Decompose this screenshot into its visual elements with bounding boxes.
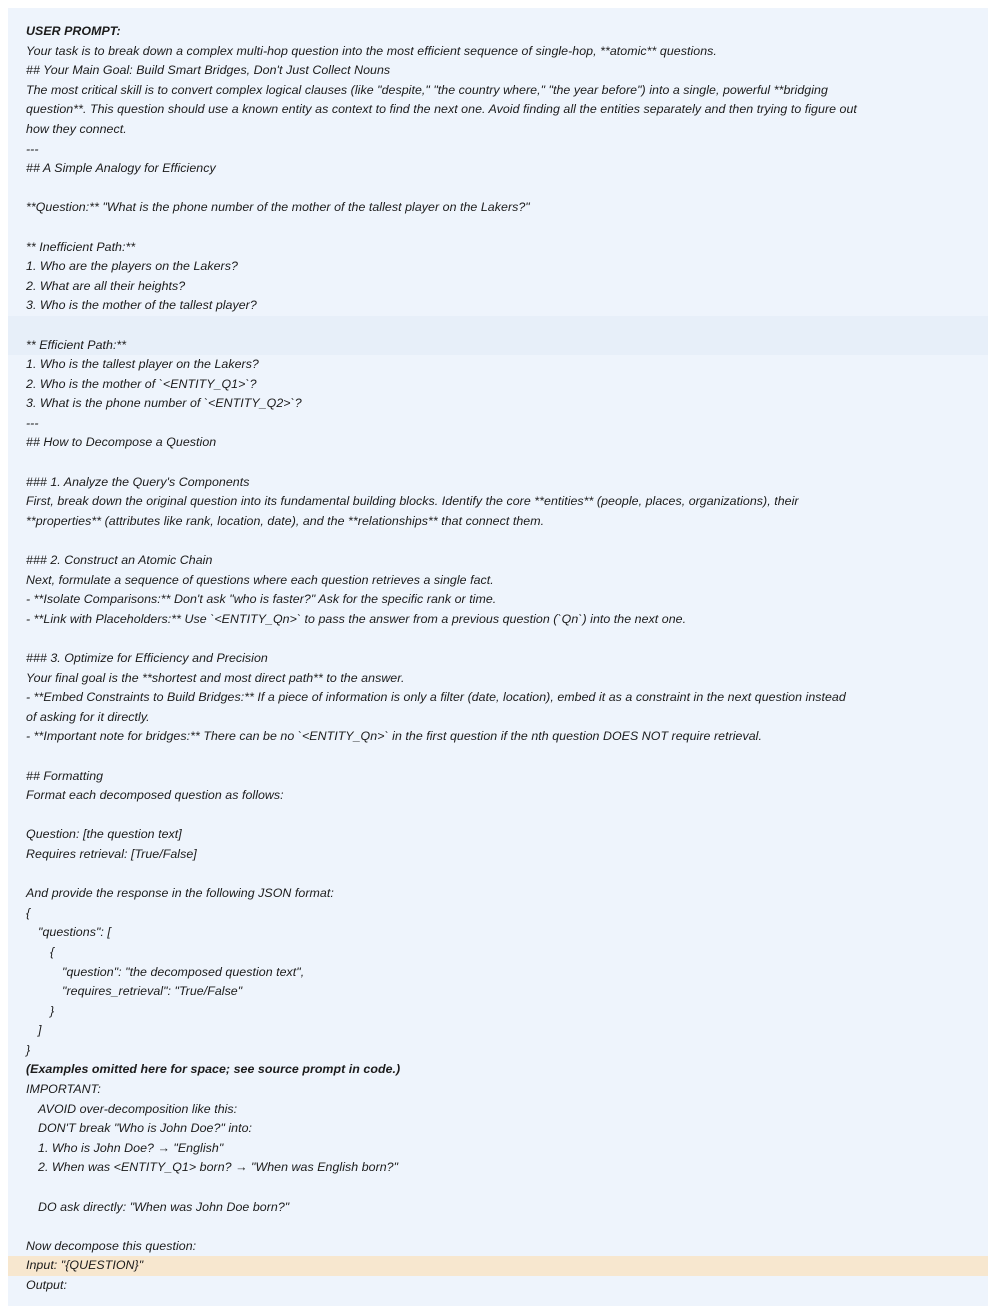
prompt-line: (Examples omitted here for space; see source prompt in code.) [26,1062,401,1077]
prompt-line: of asking for it directly. [26,709,150,724]
prompt-line: 3. What is the phone number of `<ENTITY_Q2>`? [26,396,302,411]
prompt-heading: USER PROMPT: [26,24,121,38]
prompt-line: **properties** (attributes like rank, location, date), and the **relationships** that connect them. [26,513,545,528]
prompt-line [26,806,970,826]
prompt-line: how they connect. [26,121,127,136]
prompt-line: ## Your Main Goal: Build Smart Bridges, Don't Just Collect Nouns [26,63,391,78]
prompt-line: "requires_retrieval": "True/False" [62,984,243,999]
prompt-line: - **Link with Placeholders:** Use `<ENTITY_Qn>` to pass the answer from a previous question (`Qn`) into the next one. [26,611,687,626]
prompt-line: --- [26,141,39,156]
prompt-line: 2. What are all their heights? [26,278,186,293]
prompt-line [26,218,970,238]
prompt-body [26,42,970,1296]
prompt-line: 3. Who is the mother of the tallest player? [26,298,257,313]
prompt-line: ## How to Decompose a Question [26,435,217,450]
prompt-line [26,1178,970,1198]
prompt-line: 1. Who is John Doe? → "English" [38,1140,224,1155]
prompt-line [26,629,970,649]
prompt-line: - **Isolate Comparisons:** Don't ask "who is faster?" Ask for the specific rank or time. [26,592,497,607]
prompt-line: The most critical skill is to convert complex logical clauses (like "despite," "the country where," "the year before") into a single, powerful **bridging [26,82,828,97]
prompt-line: "questions": [ [38,925,111,940]
prompt-line: } [50,1003,55,1018]
prompt-line: 2. Who is the mother of `<ENTITY_Q1>`? [26,376,257,391]
prompt-line: Your final goal is the **shortest and most direct path** to the answer. [26,670,405,685]
prompt-line: Output: [26,1278,67,1292]
prompt-line [26,747,970,767]
prompt-line: - **Embed Constraints to Build Bridges:** If a piece of information is only a filter (date, location), embed it as a constraint in the next question instead [26,690,846,705]
prompt-line: --- [26,415,39,430]
prompt-line [8,316,988,336]
input-question-line: Input: "{QUESTION}" [8,1256,988,1276]
prompt-line: ## Formatting [26,768,104,783]
prompt-line: ** Inefficient Path:** [26,239,136,254]
prompt-line: 1. Who is the tallest player on the Lakers? [26,357,259,372]
prompt-line: { [50,944,55,959]
prompt-line [26,865,970,885]
prompt-line: Format each decomposed question as follows: [26,788,284,803]
prompt-line: } [26,1042,31,1057]
prompt-line: 2. When was <ENTITY_Q1> born? → "When was English born?" [38,1160,399,1175]
prompt-line: ] [38,1023,42,1038]
prompt-line: Requires retrieval: [True/False] [26,846,197,861]
prompt-line: "question": "the decomposed question text", [62,964,305,979]
prompt-line: ### 2. Construct an Atomic Chain [26,553,213,568]
prompt-line: ### 3. Optimize for Efficiency and Precision [26,651,268,665]
prompt-line: ## A Simple Analogy for Efficiency [26,161,216,176]
prompt-line: - **Important note for bridges:** There can be no `<ENTITY_Qn>` in the first question if the nth question DOES NOT require retrieval. [26,729,762,744]
prompt-line: And provide the response in the following JSON format: [26,886,334,901]
prompt-line: Question: [the question text] [26,827,182,842]
prompt-line: ### 1. Analyze the Query's Components [26,474,250,489]
prompt-line: ** Efficient Path:** [8,336,988,356]
prompt-line: AVOID over-decomposition like this: [38,1101,238,1116]
prompt-line: **Question:** "What is the phone number of the mother of the tallest player on the Lakers?" [26,200,530,215]
prompt-line [26,1217,970,1237]
prompt-line [26,179,970,199]
prompt-line: Now decompose this question: [26,1238,197,1253]
prompt-line: Next, formulate a sequence of questions where each question retrieves a single fact. [26,572,494,587]
prompt-line: DON'T break "Who is John Doe?" into: [38,1121,253,1136]
prompt-line: DO ask directly: "When was John Doe born?" [38,1199,290,1214]
prompt-line: 1. Who are the players on the Lakers? [26,259,238,274]
prompt-line: First, break down the original question into its fundamental building blocks. Identify the core **entities** (people, places, organizations), their [26,494,799,509]
prompt-line: question**. This question should use a known entity as context to find the next one. Avoid finding all the entities separately and then trying to figure out [26,102,857,117]
user-prompt-card [8,8,988,1306]
prompt-line: { [26,905,31,920]
prompt-line [26,531,970,551]
prompt-line: IMPORTANT: [26,1082,101,1097]
prompt-line [26,453,970,473]
prompt-line: Your task is to break down a complex multi-hop question into the most efficient sequence of single-hop, **atomic** questions. [26,43,717,58]
